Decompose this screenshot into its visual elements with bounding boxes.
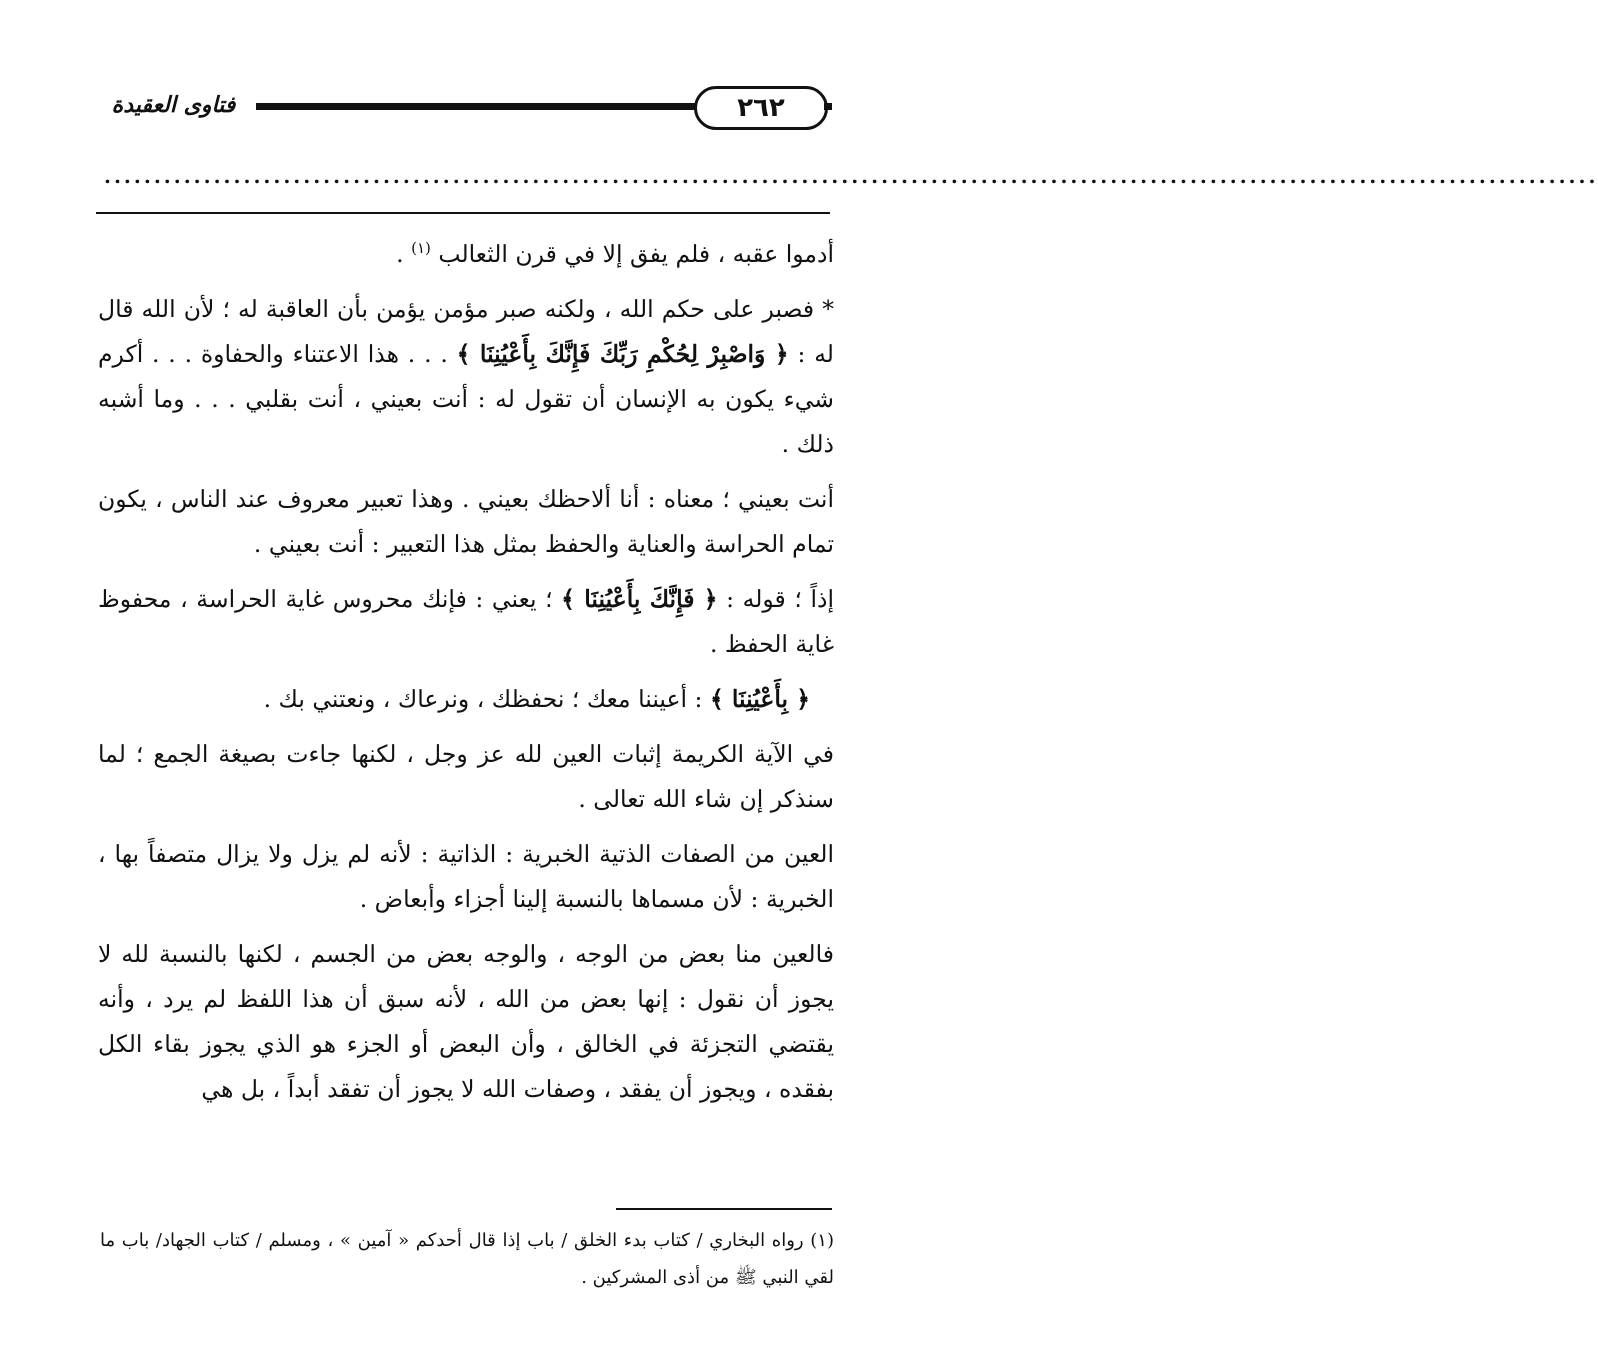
footnote-reference[interactable]: (١)	[411, 239, 431, 258]
paragraph-4	[98, 577, 834, 667]
page-number: ٢٦٢	[694, 86, 828, 130]
footnote-rule	[616, 1208, 832, 1210]
header-separator-rule	[96, 212, 830, 214]
book-title: فتاوى العقيدة	[111, 93, 236, 118]
paragraph-3: أنت بعيني ؛ معناه : أنا ألاحظك بعيني . وهذا تعبير معروف عند الناس ، يكون تمام الحراسة والعناية والحفظ بمثل هذا التعبير : أنت بعيني .	[98, 485, 834, 558]
paragraph-1-text: أدموا عقبه ، فلم يفق إلا في قرن الثعالب	[438, 240, 834, 268]
paragraph-4-before: إذاً ؛ قوله :	[717, 585, 834, 613]
paragraph-1	[98, 232, 834, 277]
paragraph-8: فالعين منا بعض من الوجه ، والوجه بعض من الجسم ، لكنها بالنسبة لله لا يجوز أن نقول : إنها بعض من الله ، لأنه سبق أن هذا اللفظ لم يرد ، وأنه يقتضي التجزئة في الخالق ، وأن البعض أو الجزء هو الذي يجوز بقاء الكل بفقده ، ويجوز أن يفقد ، وصفات الله لا يجوز أن تفقد أبداً ، بل هي	[98, 940, 834, 1103]
paragraph-2-after: . . . هذا الاعتناء والحفاوة . . . أكرم شيء يكون به الإنسان أن تقول له : أنت بعيني ، أنت بقلبي . . . وما أشبه ذلك .	[98, 340, 834, 458]
running-header	[96, 82, 832, 132]
paragraph-2-before: * فصبر على حكم الله ، ولكنه صبر مؤمن يؤمن بأن العاقبة له ؛ لأن الله قال له :	[98, 295, 834, 368]
header-rule	[256, 103, 756, 110]
dotted-separator: ......................................................................................................................................................	[104, 164, 1598, 188]
footnote-text: (١) رواه البخاري / كتاب بدء الخلق / باب إذا قال أحدكم « آمين » ، ومسلم / كتاب الجهاد/ باب ما لقي النبي ﷺ من أذى المشركين .	[100, 1230, 834, 1288]
paragraph-7: العين من الصفات الذتية الخبرية : الذاتية : لأنه لم يزل ولا يزال متصفاً بها ، الخبرية : لأن مسماها بالنسبة إلينا أجزاء وأبعاض .	[98, 840, 834, 913]
paragraph-5-after: : أعيننا معك ؛ نحفظك ، ونرعاك ، ونعتني بك .	[263, 685, 703, 713]
quran-verse: ﴿ وَاصْبِرْ لِحُكْمِ رَبِّكَ فَإِنَّكَ بِأَعْيُنِنَا ﴾	[456, 340, 789, 368]
paragraph-1-end: .	[396, 240, 404, 268]
paragraph-2	[98, 287, 834, 467]
quran-verse: ﴿ بِأَعْيُنِنَا ﴾	[709, 685, 810, 713]
paragraph-4-after: ؛ يعني : فإنك محروس غاية الحراسة ، محفوظ غاية الحفظ .	[98, 585, 834, 658]
main-text	[98, 232, 834, 1122]
header-rule-end	[824, 103, 832, 110]
paragraph-6: في الآية الكريمة إثبات العين لله عز وجل ، لكنها جاءت بصيغة الجمع ؛ لما سنذكر إن شاء الله تعالى .	[98, 740, 834, 813]
footnote	[100, 1222, 834, 1296]
paragraph-5	[98, 677, 834, 722]
quran-verse: ﴿ فَإِنَّكَ بِأَعْيُنِنَا ﴾	[561, 585, 718, 613]
